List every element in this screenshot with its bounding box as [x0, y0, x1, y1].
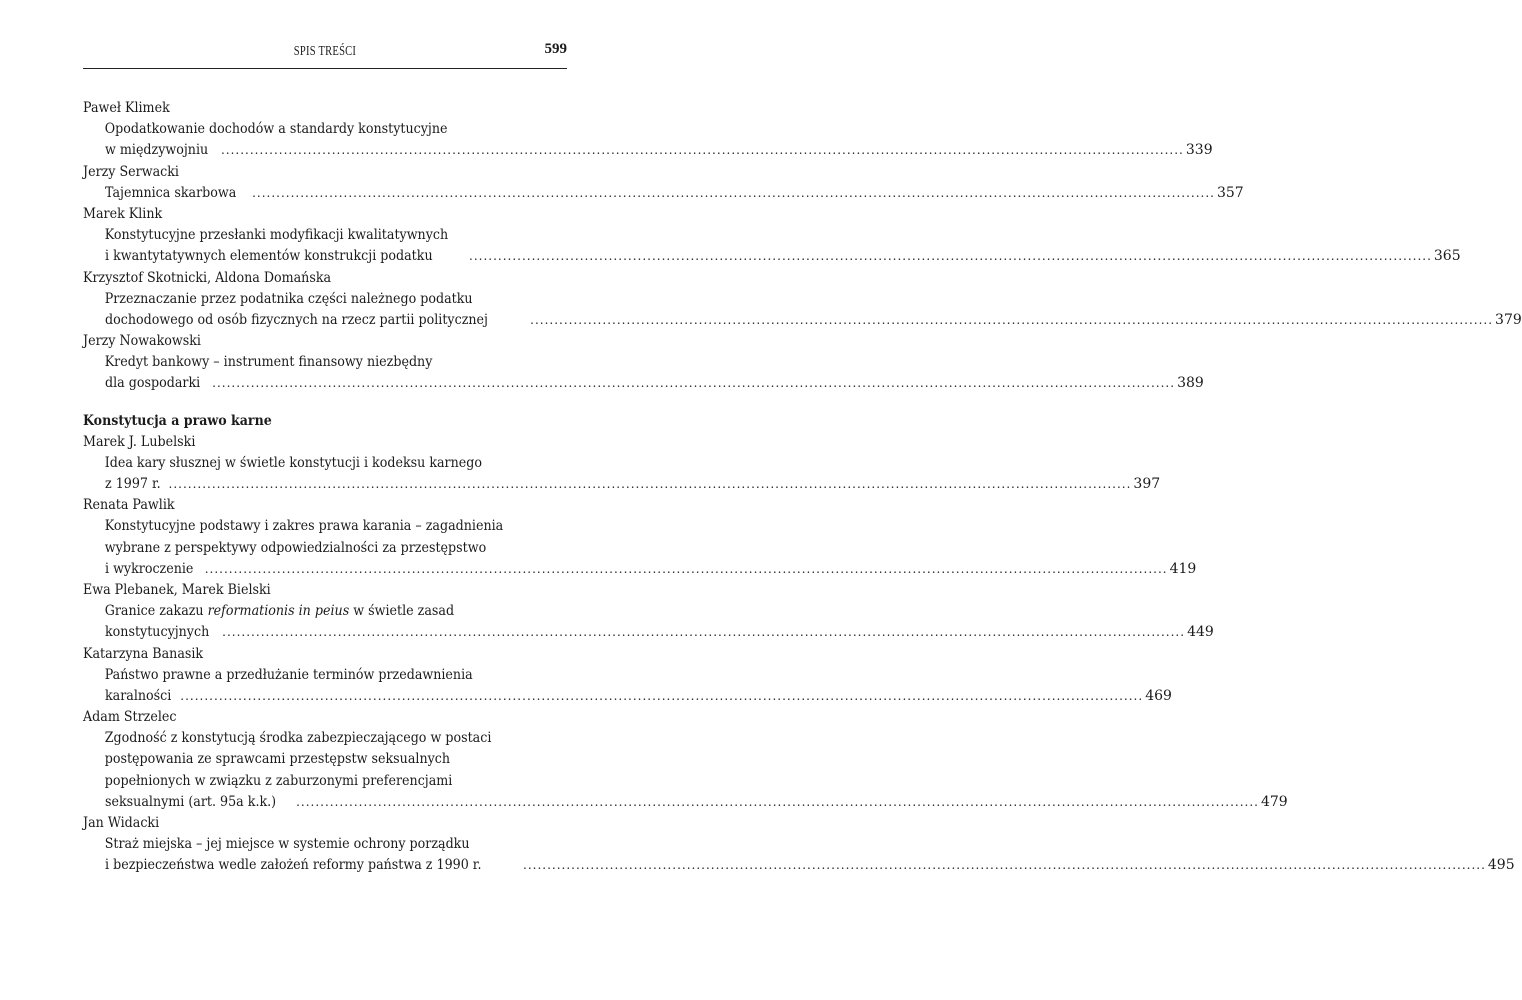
- entry-page: 389: [1177, 375, 1204, 392]
- entry-last-line: [83, 310, 1522, 331]
- entry-title-line: konstytucyjnych: [105, 624, 210, 641]
- dot-leader: ........................................................................................................................................................................................................: [296, 794, 1259, 809]
- dot-leader: ........................................................................................................................................................................................................: [212, 376, 1176, 391]
- dot-leader: ........................................................................................................................................................................................................: [530, 312, 1494, 327]
- dot-leader: ........................................................................................................................................................................................................: [523, 858, 1486, 873]
- entry-page: 469: [1145, 687, 1172, 704]
- entry-title-line: Kredyt bankowy – instrument finansowy niezbędny: [104, 354, 433, 371]
- toc-entry[interactable]: [83, 813, 1515, 877]
- entry-author: Marek J. Lubelski: [83, 433, 196, 450]
- entry-title-line: i wykroczenie: [105, 560, 194, 577]
- dot-leader: ........................................................................................................................................................................................................: [469, 249, 1432, 264]
- entry-title-line: Tajemnica skarbowa: [105, 184, 237, 201]
- entry-title-line: Przeznaczanie przez podatnika części należnego podatku: [104, 290, 473, 307]
- entry-page: 495: [1487, 857, 1515, 874]
- entry-last-line: [83, 246, 1461, 267]
- toc-entry[interactable]: [83, 707, 1288, 813]
- entry-author: Ewa Plebanek, Marek Bielski: [83, 581, 271, 598]
- running-title: SPIS TREŚCI: [293, 43, 357, 58]
- entry-title-line: dla gospodarki: [105, 375, 201, 392]
- entry-last-line: [83, 373, 1204, 394]
- entry-title-line: postępowania ze sprawcami przestępstw seksualnych: [104, 751, 451, 768]
- toc-entry[interactable]: [83, 204, 1461, 268]
- entry-page: 379: [1495, 311, 1522, 328]
- entry-author: Krzysztof Skotnicki, Aldona Domańska: [83, 269, 332, 286]
- dot-leader: ........................................................................................................................................................................................................: [222, 625, 1186, 640]
- toc-entry[interactable]: [83, 644, 1172, 708]
- entry-title-line: z 1997 r.: [105, 476, 161, 492]
- entry-author: Adam Strzelec: [83, 709, 177, 726]
- entry-title-line: Konstytucyjne przesłanki modyfikacji kwalitatywnych: [104, 227, 449, 244]
- entry-title-line: i bezpieczeństwa wedle założeń reformy państwa z 1990 r.: [105, 857, 482, 874]
- dot-leader: ........................................................................................................................................................................................................: [220, 143, 1184, 158]
- table-of-contents: [83, 98, 1522, 877]
- dot-leader: ........................................................................................................................................................................................................: [168, 477, 1132, 491]
- toc-entry[interactable]: [83, 162, 1244, 204]
- dot-leader: ........................................................................................................................................................................................................: [180, 688, 1144, 703]
- entry-page: 449: [1187, 624, 1214, 641]
- entry-title-line: karalności: [105, 687, 172, 704]
- entry-title-line: [83, 601, 589, 622]
- entry-author: Marek Klink: [83, 205, 163, 222]
- page-header: [83, 40, 567, 62]
- entry-title-line: Idea kary słusznej w świetle konstytucji i kodeksu karnego: [104, 454, 483, 471]
- dot-leader: ........................................................................................................................................................................................................: [204, 561, 1168, 576]
- entry-title-line: wybrane z perspektywy odpowiedzialności za przestępstwo: [104, 539, 487, 556]
- entry-last-line: [83, 686, 1172, 707]
- entry-title-line: Opodatkowanie dochodów a standardy konstytucyjne: [104, 121, 448, 138]
- entry-title-line: popełnionych w związku z zaburzonymi preferencjami: [104, 772, 453, 789]
- section-heading: Konstytucja a prawo karne: [83, 412, 272, 429]
- toc-entry[interactable]: [83, 495, 1197, 580]
- entry-page: 419: [1169, 560, 1197, 577]
- toc-entry[interactable]: [83, 268, 1522, 332]
- entry-title-line: Konstytucyjne podstawy i zakres prawa karania – zagadnienia: [104, 518, 504, 535]
- entry-page: 365: [1433, 248, 1461, 265]
- entry-title-line: w międzywojniu: [105, 142, 209, 159]
- entry-page: 397: [1133, 476, 1161, 492]
- entry-author: Paweł Klimek: [83, 100, 170, 116]
- entry-title-line: dochodowego od osób fizycznych na rzecz partii politycznej: [105, 311, 488, 328]
- entry-title-line: Straż miejska – jej miejsce w systemie ochrony porządku: [104, 836, 470, 853]
- dot-leader: ........................................................................................................................................................................................................: [252, 185, 1215, 200]
- entry-last-line: [83, 622, 1214, 643]
- entry-last-line: [83, 183, 1244, 204]
- entry-author: Renata Pawlik: [83, 497, 175, 514]
- toc-entry[interactable]: [83, 98, 1213, 162]
- toc-entry[interactable]: [83, 331, 1204, 395]
- toc-entry[interactable]: [83, 432, 1161, 496]
- toc-entry[interactable]: [83, 580, 1214, 644]
- entry-last-line: [83, 855, 1515, 876]
- entry-title-line: i kwantytatywnych elementów konstrukcji podatku: [105, 248, 433, 265]
- entry-last-line: [83, 792, 1288, 813]
- title-part: w świetle zasad: [349, 603, 455, 620]
- entry-author: Katarzyna Banasik: [83, 645, 204, 662]
- title-part-italic: reformationis in peius: [207, 603, 350, 620]
- entry-title-line: Państwo prawne a przedłużanie terminów przedawnienia: [104, 666, 473, 683]
- entry-title-line: seksualnymi (art. 95a k.k.): [105, 793, 277, 810]
- title-part: Granice zakazu: [104, 603, 208, 620]
- page-number: 599: [544, 41, 567, 57]
- header-rule: [83, 68, 567, 69]
- entry-author: Jan Widacki: [83, 815, 160, 831]
- entry-page: 479: [1260, 793, 1288, 810]
- entry-page: 357: [1216, 184, 1244, 201]
- entry-author: Jerzy Nowakowski: [83, 333, 201, 350]
- entry-page: 339: [1185, 142, 1213, 159]
- entry-author: Jerzy Serwacki: [83, 163, 179, 180]
- entry-last-line: [83, 140, 1213, 161]
- entry-last-line: [83, 474, 1161, 495]
- entry-last-line: [83, 559, 1197, 580]
- entry-title-line: Zgodność z konstytucją środka zabezpieczającego w postaci: [104, 730, 492, 747]
